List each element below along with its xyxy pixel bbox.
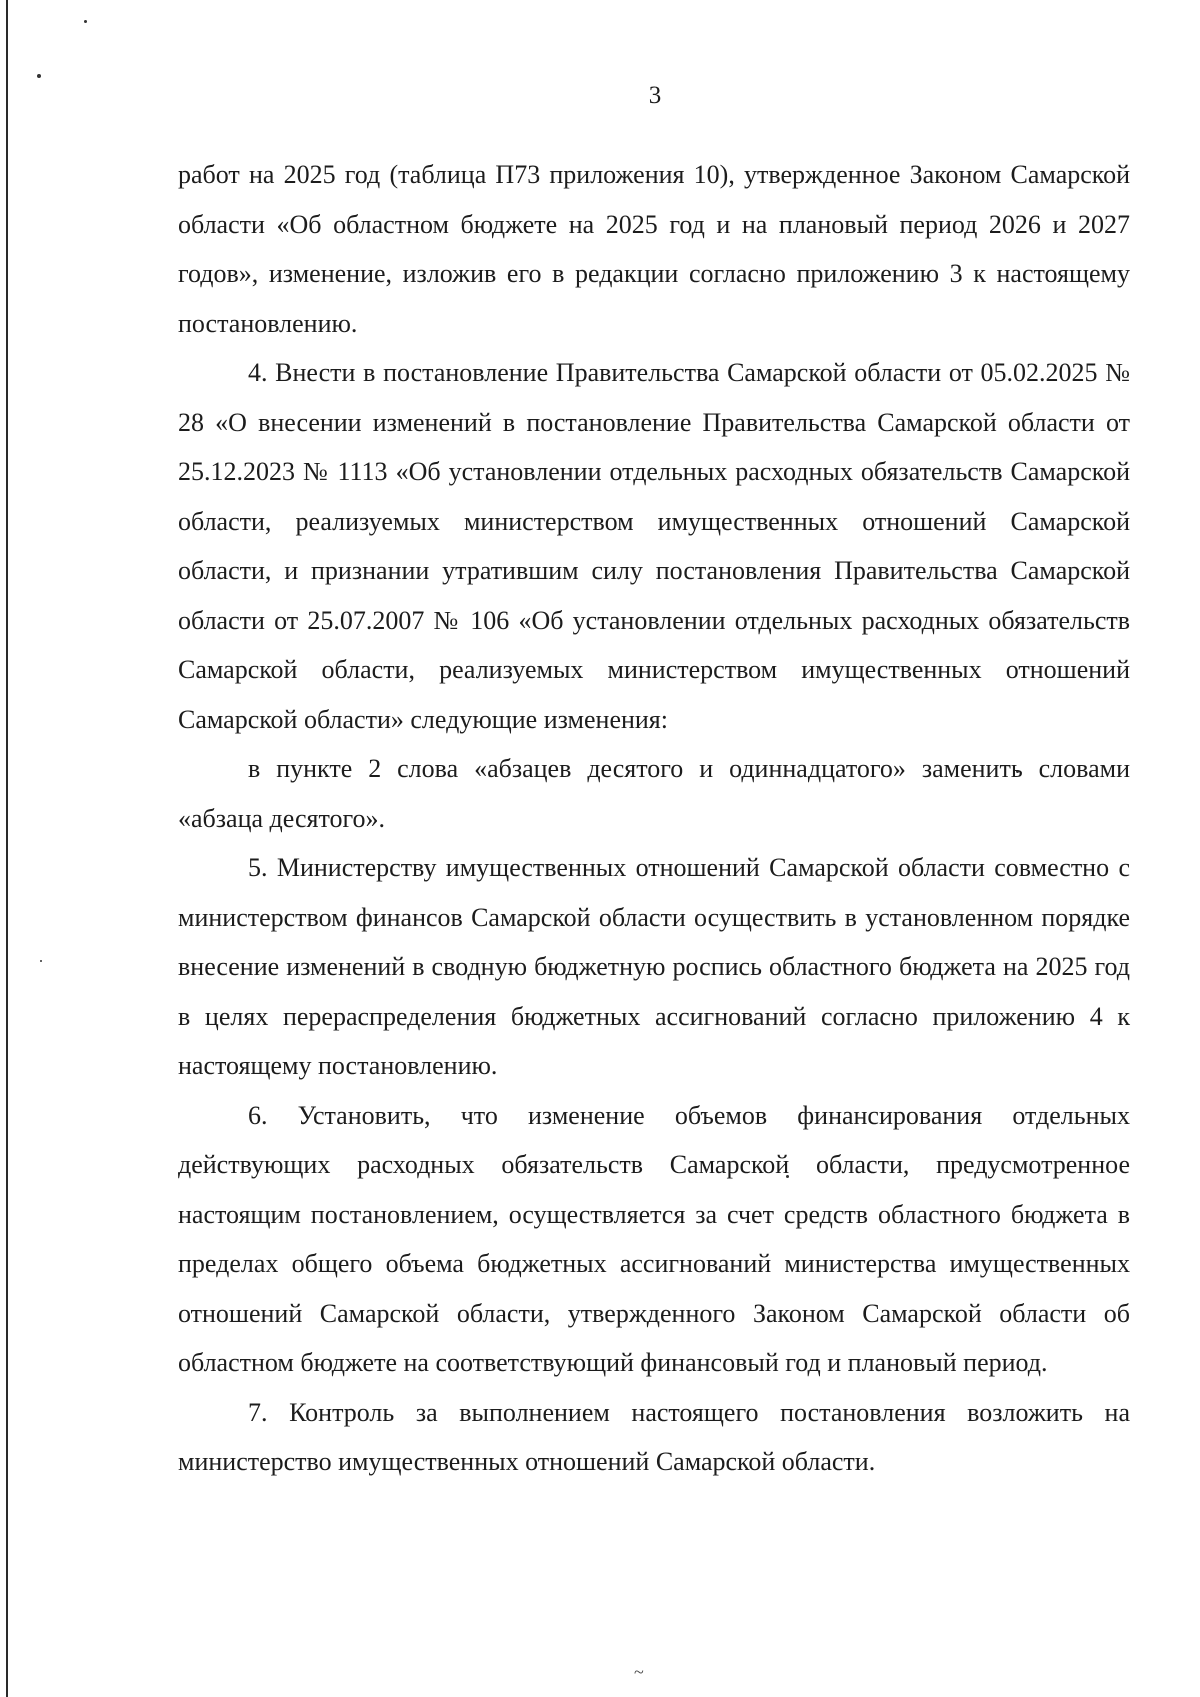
scan-speck [84,20,87,23]
scan-speck [40,960,42,962]
paragraph-item-4: 4. Внести в постановление Правительства Самарской области от 05.02.2025 № 28 «О внесении изменений в постановление Правительства Самарской области от 25.12.2023 № 1113 «Об установлении отдельных расходных обязательств Самарской области, реализуемых министерством имущественных отношений Самарской области, и признании утратившим силу постановления Правительства Самарской области от 25.07.2007 № 106 «Об установлении отдельных расходных обязательств Самарской области, реализуемых министерством имущественных отношений Самарской области» следующие изменения: [178,358,1130,734]
paragraph-item-4-change: в пункте 2 слова «абзацев десятого и одиннадцатого» заменить словами «абзаца десятого». [178,754,1130,833]
paragraph-item-6: 6. Установить, что изменение объемов финансирования отдельных действующих расходных обязательств Самарской области, предусмотренное настоящим постановлением, осуществляется за счет средств областного бюджета в пределах общего объема бюджетных ассигнований министерства имущественных отношений Самарской области, утвержденного Законом Самарской области об областном бюджете на соответствующий финансовый год и плановый период. [178,1100,1130,1377]
scan-speck [37,74,41,78]
paragraph-item-5: 5. Министерству имущественных отношений Самарской области совместно с министерством финансов Самарской области осуществить в установленном порядке внесение изменений в сводную бюджетную роспись областного бюджета на 2025 год в целях перераспределения бюджетных ассигнований согласно приложению 4 к настоящему постановлению. [178,853,1130,1080]
paragraph-item-7: 7. Контроль за выполнением настоящего постановления возложить на министерство имущественных отношений Самарской области. [178,1397,1130,1476]
paragraph-continuation: работ на 2025 год (таблица П73 приложения 10), утвержденное Законом Самарской области «Об областном бюджете на 2025 год и на плановый период 2026 и 2027 годов», изменение, изложив его в редакции согласно приложению 3 к настоящему постановлению. [178,160,1130,338]
page-number: 3 [648,82,662,109]
scan-edge-line [6,0,8,1697]
footer-mark: ~ [634,1662,644,1682]
document-body [178,150,1130,1487]
